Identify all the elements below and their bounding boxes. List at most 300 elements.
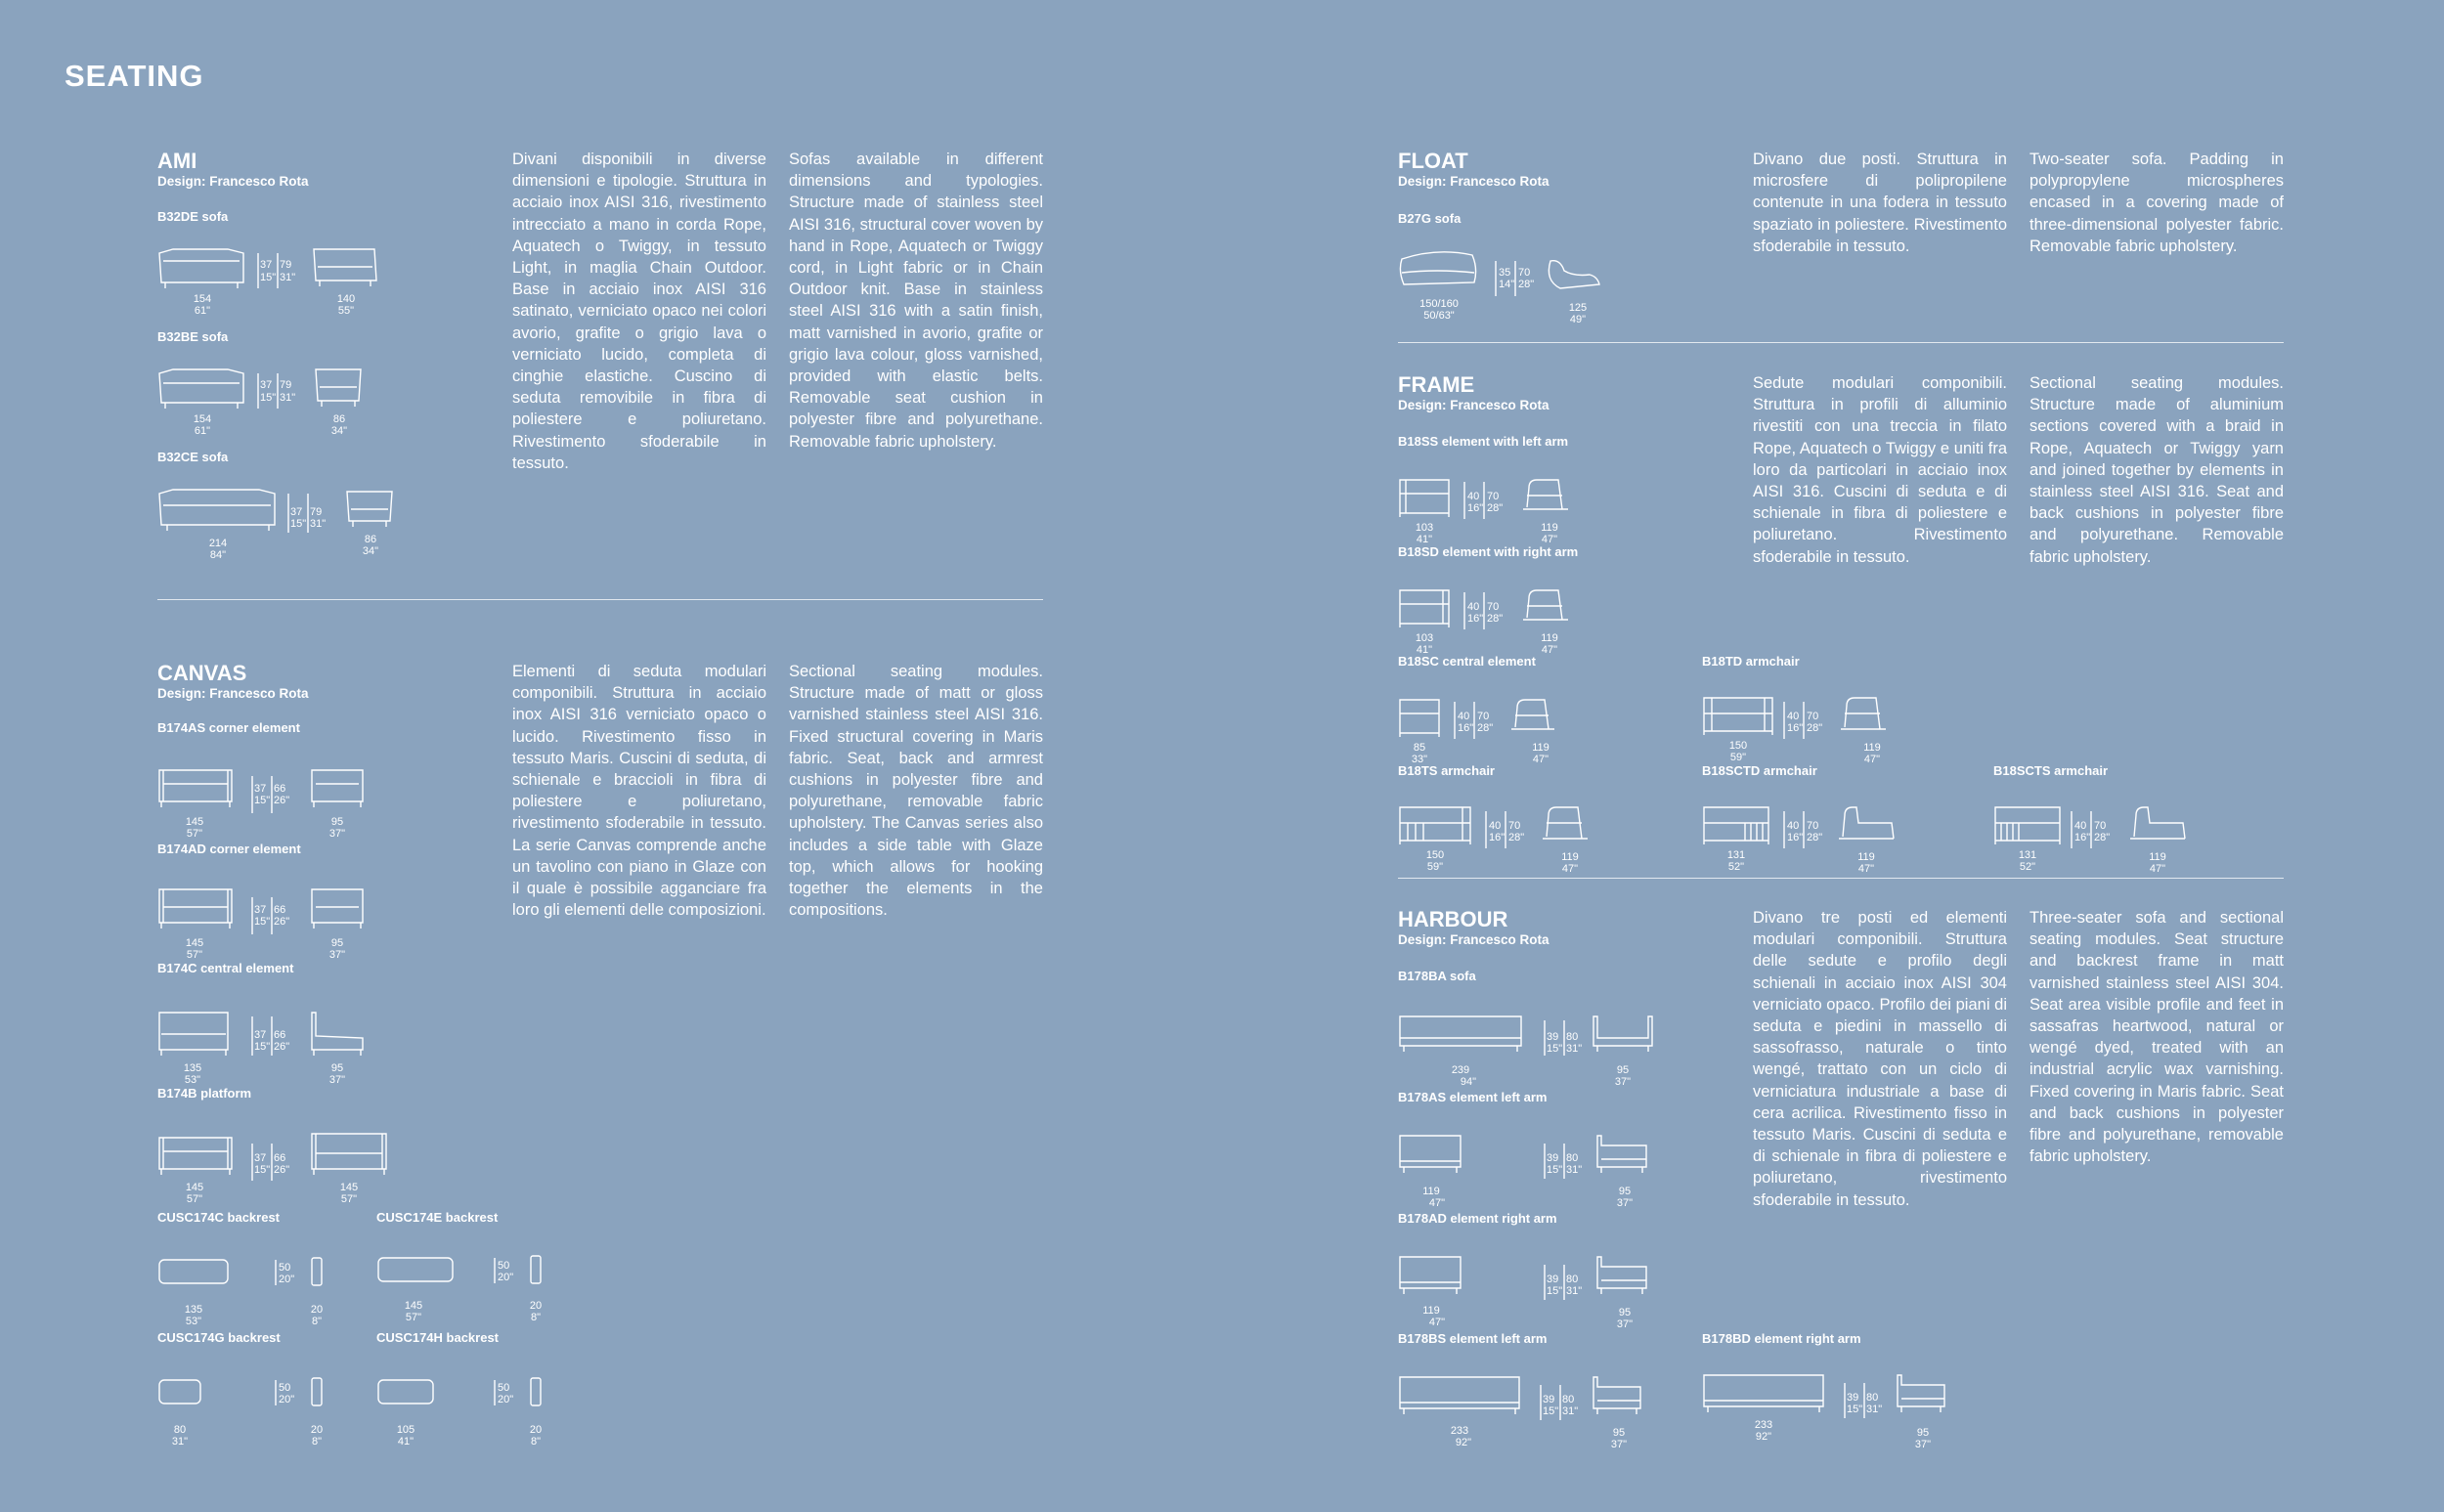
dim-h2-in: 28": [1487, 613, 1504, 625]
product-name: CUSC174H backrest: [376, 1330, 500, 1345]
sofa-front-shape: [1400, 1016, 1521, 1052]
dim-h2-in: 28": [1518, 279, 1535, 290]
ami-text-en: Sofas available in different dimensions and typologies. Structure made of stainless steel AISI 316, structural cover woven by hand in Rope, Aquatech or Twiggy cord, in Light fabric or in Chain Outdoor knit. Base in stainless steel AISI 316 with a satin finish, matt varnished in avorio, grafite or grigio lava colour, gloss varnished, provided with elastic belts. Removable seat cushion in polyester fibre and polyurethane. Removable fabric upholstery.: [789, 151, 1043, 451]
dim-d-in: 34": [362, 545, 379, 557]
sofa-front-shape: [1400, 1257, 1461, 1294]
dim-h2-in: 28": [2094, 832, 2111, 843]
product-b18sc: [1398, 654, 1613, 765]
dim-d-in: 37": [328, 1074, 346, 1086]
dim-w: 131: [2018, 849, 2037, 861]
float-title: FLOAT: [1398, 149, 1468, 173]
float-text-en: Two-seater sofa. Padding in polypropylene microspheres encased in a covering made of three-dimensional polyester fabric. Removable fabric upholstery.: [2029, 151, 2284, 255]
dim-w-in: 31": [171, 1436, 189, 1447]
sofa-side-shape: [1593, 1377, 1640, 1414]
dim-w-in: 33": [1411, 754, 1428, 765]
dim-h2: 70: [2094, 820, 2107, 832]
dim-w: 150/160: [1419, 298, 1459, 310]
dim-d-in: 8": [311, 1316, 323, 1327]
dim-h1: 39: [1547, 1031, 1559, 1043]
ami-text-it: Divani disponibili in diverse dimensioni e tipologie. Struttura in acciaio inox AISI 316, rivestimento intrecciato a mano in corda Rope, Aquatech o Twiggy, in tessuto Light, in maglia Chain Outdoor. Base in acciaio inox AISI 316 satinato, verniciato opaco nei colori avorio, grafite o grigio lava o verniciato lucido, completa di cinghie elastiche. Cuscino di seduta removibile in fibra di poliestere e poliuretano. Rivestimento sfoderabile in tessuto.: [512, 151, 766, 472]
dim-w-in: 50/63": [1423, 310, 1455, 322]
dim-d-in: 37": [1610, 1439, 1628, 1450]
dim-d: 119: [1561, 851, 1579, 863]
b32be-drawing: [157, 344, 392, 437]
dim-w: 154: [193, 293, 212, 305]
dim-h1: 37: [254, 1152, 267, 1164]
dim-h1-in: 15": [1547, 1043, 1563, 1055]
dim-w: 233: [1450, 1425, 1469, 1437]
dim-h2: 70: [1508, 820, 1521, 832]
frame-designer: Design: Francesco Rota: [1398, 398, 1549, 412]
dim-h2: 70: [1518, 267, 1531, 279]
dim-d: 95: [330, 816, 344, 828]
sofa-front-shape: [1704, 807, 1768, 844]
dim-h2-in: 31": [1866, 1404, 1883, 1415]
dim-d: 95: [330, 1062, 344, 1074]
dim-h2-in: 31": [310, 518, 327, 530]
b174c-drawing: [157, 975, 392, 1085]
dim-h1: 37: [254, 783, 267, 795]
frame-text-en: Sectional seating modules. Structure made of aluminium sections covered with a braid in Rope, Aquatech or Twiggy yarn and joined together by elements in stainless steel AISI 316. Seat and back cushions in polyester fibre and polyurethane. Removable fabric upholstery.: [2029, 374, 2284, 566]
dim-h2: 70: [1477, 711, 1490, 722]
dim-w: 135: [183, 1062, 202, 1074]
dim-w-in: 59": [1426, 861, 1444, 873]
dim-d: 95: [1612, 1427, 1626, 1439]
dim-d: 95: [1916, 1427, 1930, 1439]
b178ba-drawing: [1398, 983, 1672, 1091]
sofa-side-shape: [316, 369, 361, 407]
product-b18ss: [1398, 434, 1613, 545]
product-name: B18TS armchair: [1398, 763, 1495, 778]
dim-w-in: 84": [209, 549, 227, 561]
b32ce-drawing: [157, 464, 412, 561]
product-name: B178AD element right arm: [1398, 1211, 1557, 1226]
harbour-title: HARBOUR: [1398, 907, 1508, 931]
dim-h2: 70: [1487, 601, 1500, 613]
dim-w-in: 47": [1428, 1197, 1446, 1209]
sofa-front-shape: [159, 490, 275, 531]
product-name: B178BA sofa: [1398, 969, 1476, 983]
dim-d-in: 47": [1532, 754, 1549, 765]
dim-h1-in: 16": [1467, 613, 1484, 625]
dim-w-in: 47": [1428, 1317, 1446, 1328]
dim-d: 145: [339, 1182, 359, 1193]
frame-title: FRAME: [1398, 372, 1475, 397]
product-name: B174AD corner element: [157, 842, 301, 856]
dim-w: 150: [1728, 740, 1748, 752]
dim-w-in: 92": [1755, 1431, 1772, 1443]
dim-w-in: 59": [1729, 752, 1747, 763]
dim-h1: 37: [254, 904, 267, 916]
dim-d: 125: [1568, 302, 1588, 314]
canvas-text-en: Sectional seating modules. Structure made of matt or gloss varnished stainless steel AISI 316. Fixed structural covering in Maris fabric. Seat, back and armrest cushions in polyester fibre and polyurethane, removable fabric upholstery. The Canvas series also includes a side table with Glaze top, which allows for hooking together the elements in the compositions.: [789, 663, 1043, 920]
frame-text-it: Sedute modulari componibili. Struttura in profili di alluminio rivestiti con una treccia in filato Rope, Aquatech o Twiggy e uniti fra loro da particolari in acciaio inox AISI 316. Cuscini di seduta e di schienale in fibra di poliestere e poliuretano. Rivestimento sfoderabile in tessuto.: [1753, 374, 2007, 566]
cushion-front-shape: [159, 1260, 228, 1283]
product-b18ts: [1398, 763, 1623, 875]
dim-h2-in: 28": [1807, 722, 1823, 734]
product-b32ce: [157, 450, 412, 561]
sofa-front-shape: [1704, 698, 1772, 735]
harbour-text-it: Divano tre posti ed elementi modulari componibili. Struttura delle sedute e profilo degli schienali in acciaio inox AISI 304 verniciato opaco. Profilo dei piani di seduta e piedini in massello di sassofrasso, naturale o tinto wengé, trattato con un ciclo di verniciatura industriale a base di cera acrilica. Rivestimento fisso in tessuto Maris. Cuscini di seduta e di schienale in fibra di poliestere e poliuretano, rivestimento sfoderabile in tessuto.: [1753, 909, 2007, 1209]
page-title: SEATING: [65, 59, 204, 93]
dim-d: 95: [330, 937, 344, 949]
b178bd-drawing: [1702, 1346, 1976, 1453]
canvas-text-it: Elementi di seduta modulari componibili. Struttura in acciaio inox AISI 316 verniciato opaco o lucido. Rivestimento fisso in tessuto Maris. Cuscini di seduta, di schienale e braccioli in fibra di poliestere e poliuretano, rivestimento sfoderabile in tessuto. La serie Canvas comprende anche un tavolino con piano in Glaze con il quale è possibile agganciare fra loro gli elementi delle composizioni.: [512, 663, 766, 920]
dim-w-in: 61": [194, 305, 211, 317]
sofa-front-shape: [159, 1013, 228, 1056]
dim-w: 214: [208, 538, 228, 549]
dim-d-in: 47": [2149, 863, 2166, 875]
product-name: B18SD element with right arm: [1398, 544, 1579, 559]
dim-d: 20: [529, 1300, 543, 1312]
product-b32be: [157, 329, 392, 437]
sofa-front-shape: [1400, 700, 1439, 737]
dim-h1-in: 14": [1499, 279, 1515, 290]
dim-h2-in: 31": [280, 392, 296, 404]
sofa-front-shape: [1400, 480, 1449, 517]
cushion-front-shape: [159, 1380, 200, 1404]
dim-h1: 37: [254, 1029, 267, 1041]
dim-w: 105: [396, 1424, 415, 1436]
dim-w: 239: [1451, 1064, 1470, 1076]
dim-h1-in: 15": [260, 392, 277, 404]
dim-h2-in: 28": [1477, 722, 1494, 734]
dim-h1-in: 15": [254, 1164, 271, 1176]
dim-h-in: 20": [498, 1272, 514, 1283]
dim-h1-in: 16": [1489, 832, 1506, 843]
product-b174as: [157, 720, 392, 840]
product-name: B174C central element: [157, 961, 294, 975]
dim-h1: 39: [1543, 1394, 1555, 1405]
dim-h2: 70: [1487, 491, 1500, 502]
dim-h2: 80: [1566, 1031, 1579, 1043]
dim-d-in: 47": [1541, 534, 1558, 545]
b18sd-drawing: [1398, 559, 1613, 656]
dim-w-in: 41": [397, 1436, 415, 1447]
ami-designer: Design: Francesco Rota: [157, 174, 309, 189]
product-b178bs: [1398, 1331, 1672, 1453]
dim-h-in: 20": [279, 1274, 295, 1285]
cusc174h-drawing: [376, 1345, 572, 1447]
dim-d: 95: [1616, 1064, 1630, 1076]
product-b32de: [157, 209, 392, 317]
dim-d: 140: [336, 293, 356, 305]
dim-h2: 66: [274, 783, 286, 795]
dim-d-in: 49": [1569, 314, 1587, 325]
product-name: CUSC174C backrest: [157, 1210, 281, 1225]
dim-h2-in: 28": [1807, 832, 1823, 843]
product-name: B32CE sofa: [157, 450, 229, 464]
product-b178ba: [1398, 969, 1672, 1091]
dim-w-in: 57": [186, 1193, 203, 1205]
dim-h: 50: [498, 1260, 510, 1272]
dim-d: 119: [2149, 851, 2166, 863]
dim-w: 233: [1754, 1419, 1773, 1431]
product-name: B18SS element with left arm: [1398, 434, 1569, 449]
sofa-side-shape: [1523, 480, 1568, 509]
dim-d-in: 47": [1561, 863, 1579, 875]
dim-h1-in: 15": [254, 795, 271, 806]
dim-d-in: 47": [1857, 863, 1875, 875]
dim-h1-in: 16": [1787, 832, 1804, 843]
dim-d-in: 55": [337, 305, 355, 317]
dim-w-in: 52": [2019, 861, 2036, 873]
dim-w: 145: [185, 937, 204, 949]
dim-d-in: 8": [311, 1436, 323, 1447]
dim-h2-in: 26": [274, 1041, 290, 1053]
dim-d-in: 57": [340, 1193, 358, 1205]
frame-header: [1398, 372, 1549, 412]
dim-d: 119: [1541, 522, 1558, 534]
dim-h1: 39: [1847, 1392, 1859, 1404]
product-b18td: [1702, 654, 1927, 765]
dim-h1: 37: [260, 259, 273, 271]
b174b-drawing: [157, 1101, 412, 1204]
product-name: B178BS element left arm: [1398, 1331, 1548, 1346]
canvas-designer: Design: Francesco Rota: [157, 686, 309, 701]
cushion-front-shape: [378, 1380, 433, 1404]
dim-h2: 79: [310, 506, 323, 518]
dim-h2: 80: [1562, 1394, 1575, 1405]
dim-w: 145: [404, 1300, 423, 1312]
b178bs-drawing: [1398, 1346, 1672, 1453]
dim-d-in: 8": [530, 1312, 542, 1323]
dim-w: 135: [184, 1304, 203, 1316]
dim-h2-in: 31": [1566, 1285, 1583, 1297]
dim-h: 50: [498, 1382, 510, 1394]
dim-h: 50: [279, 1262, 291, 1274]
dim-w: 85: [1413, 742, 1426, 754]
b178as-drawing: [1398, 1104, 1672, 1212]
dim-h2-in: 28": [1508, 832, 1525, 843]
product-name: B32DE sofa: [157, 209, 229, 224]
dim-h1: 37: [290, 506, 303, 518]
sofa-side-shape: [1549, 261, 1599, 288]
dim-h2: 66: [274, 1152, 286, 1164]
harbour-text-en: Three-seater sofa and sectional seating modules. Seat structure and backrest frame in matt varnished stainless steel AISI 304. Seat area visible profile and feet in sassafras heartwood, natural or wengé dyed, treated with an industrial acrylic wax varnishing. Fixed covering in Maris fabric. Seat and back cushions in polyester fibre and polyurethane, removable fabric upholstery.: [2029, 909, 2284, 1166]
product-b18sctd: [1702, 763, 1927, 875]
dim-w-in: 94": [1460, 1076, 1477, 1088]
dim-h2: 80: [1866, 1392, 1879, 1404]
dim-h1-in: 16": [1467, 502, 1484, 514]
sofa-side-shape: [312, 1134, 386, 1175]
sofa-front-shape: [1400, 807, 1470, 844]
sofa-front-shape: [1400, 1136, 1461, 1173]
dim-w-in: 41": [1416, 534, 1433, 545]
dim-h1-in: 15": [254, 916, 271, 928]
dim-w-in: 92": [1455, 1437, 1472, 1448]
sofa-side-shape: [1597, 1257, 1646, 1294]
sofa-front-shape: [159, 369, 243, 409]
sofa-side-shape: [347, 492, 392, 527]
sofa-side-shape: [1523, 590, 1568, 620]
dim-h1-in: 15": [260, 272, 277, 283]
sofa-side-shape: [312, 770, 363, 807]
sofa-front-shape: [1400, 590, 1449, 627]
divider-frame-harbour: [1398, 878, 2284, 879]
dim-w: 119: [1422, 1305, 1440, 1317]
dim-h2: 66: [274, 1029, 286, 1041]
dim-w-in: 53": [185, 1316, 202, 1327]
dim-w-in: 57": [186, 828, 203, 840]
dim-w-in: 53": [184, 1074, 201, 1086]
dim-h2: 70: [1807, 711, 1819, 722]
cusc174c-drawing: [157, 1225, 353, 1326]
product-cusc174g: [157, 1330, 353, 1447]
sofa-side-shape: [1593, 1016, 1652, 1052]
cushion-front-shape: [378, 1258, 453, 1281]
dim-d-in: 47": [1863, 754, 1881, 765]
b18ss-drawing: [1398, 449, 1613, 545]
dim-d-in: 37": [1914, 1439, 1932, 1450]
dim-h2: 70: [1807, 820, 1819, 832]
dim-w: 119: [1422, 1186, 1440, 1197]
dim-d: 95: [1618, 1186, 1632, 1197]
dim-h2-in: 26": [274, 795, 290, 806]
dim-h2: 80: [1566, 1152, 1579, 1164]
dim-d: 20: [310, 1304, 324, 1316]
cushion-side-shape: [312, 1258, 322, 1285]
dim-w: 131: [1726, 849, 1746, 861]
harbour-header: [1398, 907, 1549, 947]
dim-w-in: 52": [1727, 861, 1745, 873]
dim-h1: 40: [1467, 491, 1480, 502]
dim-w: 145: [185, 816, 204, 828]
dim-h2-in: 26": [274, 916, 290, 928]
dim-d: 119: [1863, 742, 1881, 754]
dim-h1: 40: [1467, 601, 1480, 613]
b18sc-drawing: [1398, 669, 1613, 765]
sofa-front-shape: [1995, 807, 2060, 844]
float-designer: Design: Francesco Rota: [1398, 174, 1549, 189]
sofa-front-shape: [159, 770, 232, 807]
dim-h-in: 20": [498, 1394, 514, 1405]
dim-h1: 40: [1458, 711, 1470, 722]
b174as-drawing: [157, 735, 392, 840]
sofa-side-shape: [1543, 807, 1588, 839]
sofa-front-shape: [1704, 1375, 1823, 1412]
dim-d: 20: [529, 1424, 543, 1436]
dim-w: 145: [185, 1182, 204, 1193]
dim-w: 103: [1415, 522, 1434, 534]
b178ad-drawing: [1398, 1226, 1672, 1333]
product-name: B32BE sofa: [157, 329, 229, 344]
product-b174ad: [157, 842, 392, 961]
ami-title: AMI: [157, 149, 197, 173]
product-name: B18SCTD armchair: [1702, 763, 1817, 778]
dim-h1: 40: [1489, 820, 1502, 832]
product-name: B27G sofa: [1398, 211, 1462, 226]
dim-h2: 79: [280, 379, 292, 391]
dim-h1: 39: [1547, 1274, 1559, 1285]
dim-h1-in: 15": [254, 1041, 271, 1053]
divider-float-frame: [1398, 342, 2284, 343]
sofa-side-shape: [314, 249, 376, 286]
product-name: B174AS corner element: [157, 720, 300, 735]
product-b178as: [1398, 1090, 1672, 1212]
dim-h2-in: 31": [280, 272, 296, 283]
dim-h1: 40: [1787, 820, 1800, 832]
product-b174b: [157, 1086, 412, 1204]
sofa-side-shape: [1511, 700, 1554, 729]
sofa-front-shape: [159, 249, 243, 288]
dim-w: 80: [173, 1424, 187, 1436]
dim-h2-in: 28": [1487, 502, 1504, 514]
cushion-side-shape: [312, 1378, 322, 1405]
b27g-drawing: [1398, 226, 1633, 327]
dim-h1-in: 16": [2074, 832, 2091, 843]
dim-h2: 79: [280, 259, 292, 271]
dim-h1-in: 16": [1458, 722, 1474, 734]
sofa-side-shape: [1898, 1375, 1944, 1412]
cushion-side-shape: [531, 1256, 541, 1283]
dim-h1: 35: [1499, 267, 1511, 279]
sofa-front-shape: [1400, 1377, 1519, 1414]
canvas-title: CANVAS: [157, 661, 247, 685]
dim-w-in: 61": [194, 425, 211, 437]
product-name: B174B platform: [157, 1086, 252, 1101]
product-cusc174h: [376, 1330, 572, 1447]
dim-h1-in: 15": [1547, 1285, 1563, 1297]
dim-d-in: 8": [530, 1436, 542, 1447]
product-name: B178BD element right arm: [1702, 1331, 1861, 1346]
float-text-it: Divano due posti. Struttura in microsfere di polipropilene contenute in una fodera in tessuto spaziato in poliestere. Rivestimento sfoderabile in tessuto.: [1753, 151, 2007, 255]
dim-h2-in: 31": [1562, 1405, 1579, 1417]
product-name: B18TD armchair: [1702, 654, 1800, 669]
product-b27g: [1398, 211, 1633, 327]
dim-d: 119: [1532, 742, 1549, 754]
sofa-side-shape: [2130, 807, 2185, 839]
dim-w-in: 57": [186, 949, 203, 961]
product-name: B178AS element left arm: [1398, 1090, 1548, 1104]
b18scts-drawing: [1993, 778, 2218, 875]
dim-w: 103: [1415, 632, 1434, 644]
canvas-header: [157, 661, 309, 701]
sofa-side-shape: [1839, 807, 1894, 839]
dim-d: 119: [1541, 632, 1558, 644]
dim-h2-in: 26": [274, 1164, 290, 1176]
product-b18scts: [1993, 763, 2218, 875]
divider-ami-canvas: [157, 599, 1043, 600]
dim-w-in: 57": [405, 1312, 422, 1323]
product-cusc174c: [157, 1210, 353, 1326]
dim-h-in: 20": [279, 1394, 295, 1405]
dim-d-in: 47": [1541, 644, 1558, 656]
dim-h: 50: [279, 1382, 291, 1394]
dim-d: 86: [332, 413, 346, 425]
dim-d-in: 37": [1616, 1197, 1634, 1209]
b18sctd-drawing: [1702, 778, 1927, 875]
b174ad-drawing: [157, 856, 392, 961]
dim-h1: 37: [260, 379, 273, 391]
product-cusc174e: [376, 1210, 572, 1326]
product-b178ad: [1398, 1211, 1672, 1333]
dim-d-in: 37": [1614, 1076, 1632, 1088]
dim-d: 119: [1857, 851, 1875, 863]
sofa-front-shape: [1400, 252, 1475, 284]
dim-d-in: 37": [328, 949, 346, 961]
dim-d: 95: [1618, 1307, 1632, 1318]
dim-d-in: 37": [1616, 1318, 1634, 1330]
b18ts-drawing: [1398, 778, 1623, 875]
dim-h2: 80: [1566, 1274, 1579, 1285]
product-b178bd: [1702, 1331, 1976, 1453]
b18td-drawing: [1702, 669, 1927, 765]
dim-h1-in: 15": [290, 518, 307, 530]
dim-w: 154: [193, 413, 212, 425]
sofa-side-shape: [312, 889, 363, 929]
cushion-side-shape: [531, 1378, 541, 1405]
